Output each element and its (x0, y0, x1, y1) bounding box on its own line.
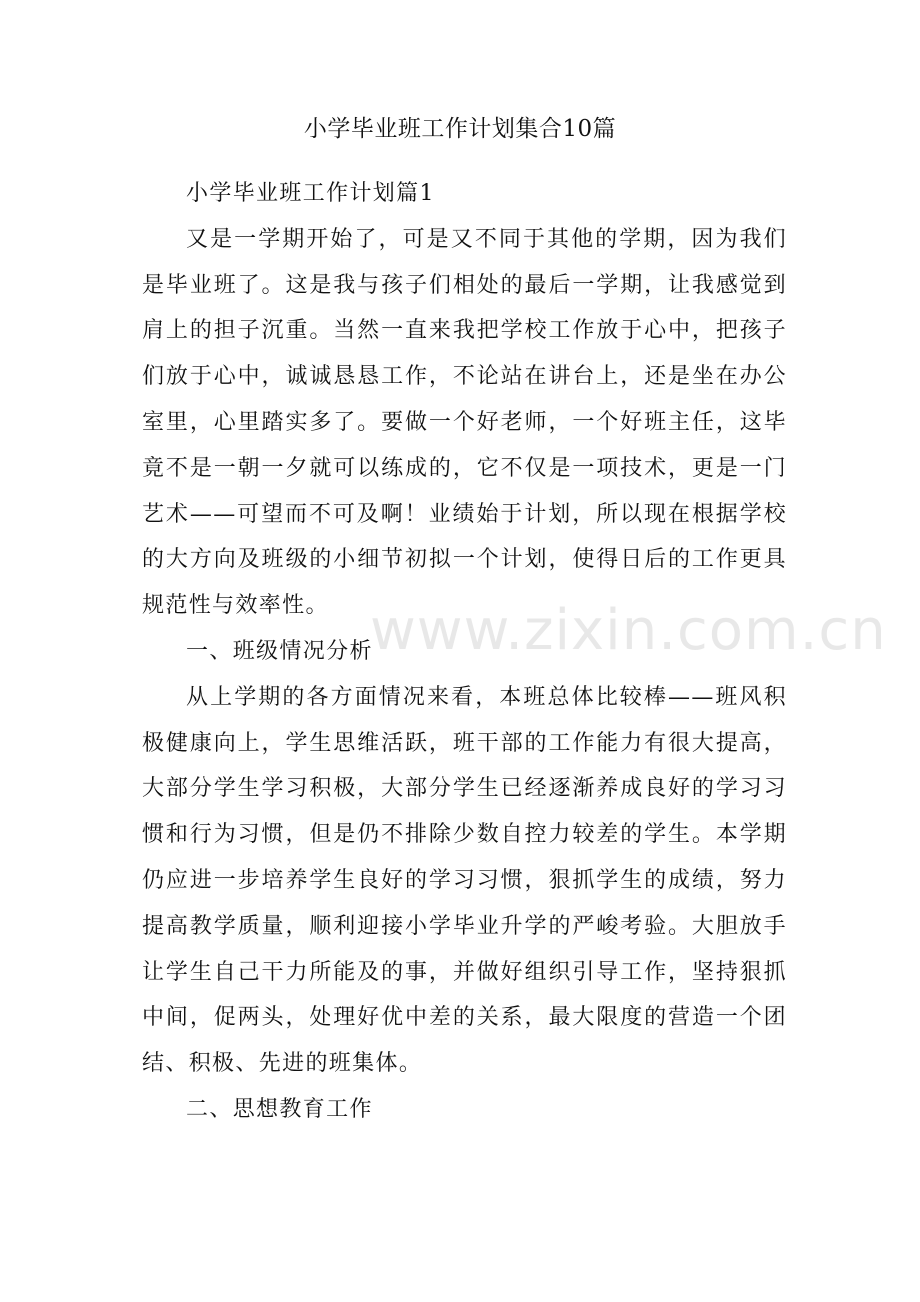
heading-ideological-education: 二、思想教育工作 (186, 1096, 373, 1122)
document-body (142, 171, 787, 1133)
analysis-paragraph: 从上学期的各方面情况来看，本班总体比较棒——班风积极健康向上，学生思维活跃，班干部的工作能力有很大提高，大部分学生学习积极，大部分学生已经逐渐养成良好的学习习惯和行为习惯，但是仍不排除少数自控力较差的学生。本学期仍应进一步培养学生良好的学习习惯，狠抓学生的成绩，努力提高教学质量，顺利迎接小学毕业升学的严峻考验。大胆放手让学生自己干力所能及的事，并做好组织引导工作，坚持狠抓中间，促两头，处理好优中差的关系，最大限度的营造一个团结、积极、先进的班集体。 (142, 684, 787, 1077)
document-title: 小学毕业班工作计划集合10篇 (303, 116, 617, 142)
intro-paragraph: 又是一学期开始了，可是又不同于其他的学期，因为我们是毕业班了。这是我与孩子们相处的最后一学期，让我感觉到肩上的担子沉重。当然一直来我把学校工作放于心中，把孩子们放于心中，诚诚恳恳工作，不论站在讲台上，还是坐在办公室里，心里踏实多了。要做一个好老师，一个好班主任，这毕竟不是一朝一夕就可以练成的，它不仅是一项技术，更是一门艺术——可望而不可及啊！业绩始于计划，所以现在根据学校的大方向及班级的小细节初拟一个计划，使得日后的工作更具规范性与效率性。 (142, 226, 787, 619)
heading-class-analysis: 一、班级情况分析 (186, 638, 373, 664)
watermark: www.zixin.com.cn (370, 598, 887, 663)
section-title: 小学毕业班工作计划篇1 (186, 181, 435, 206)
